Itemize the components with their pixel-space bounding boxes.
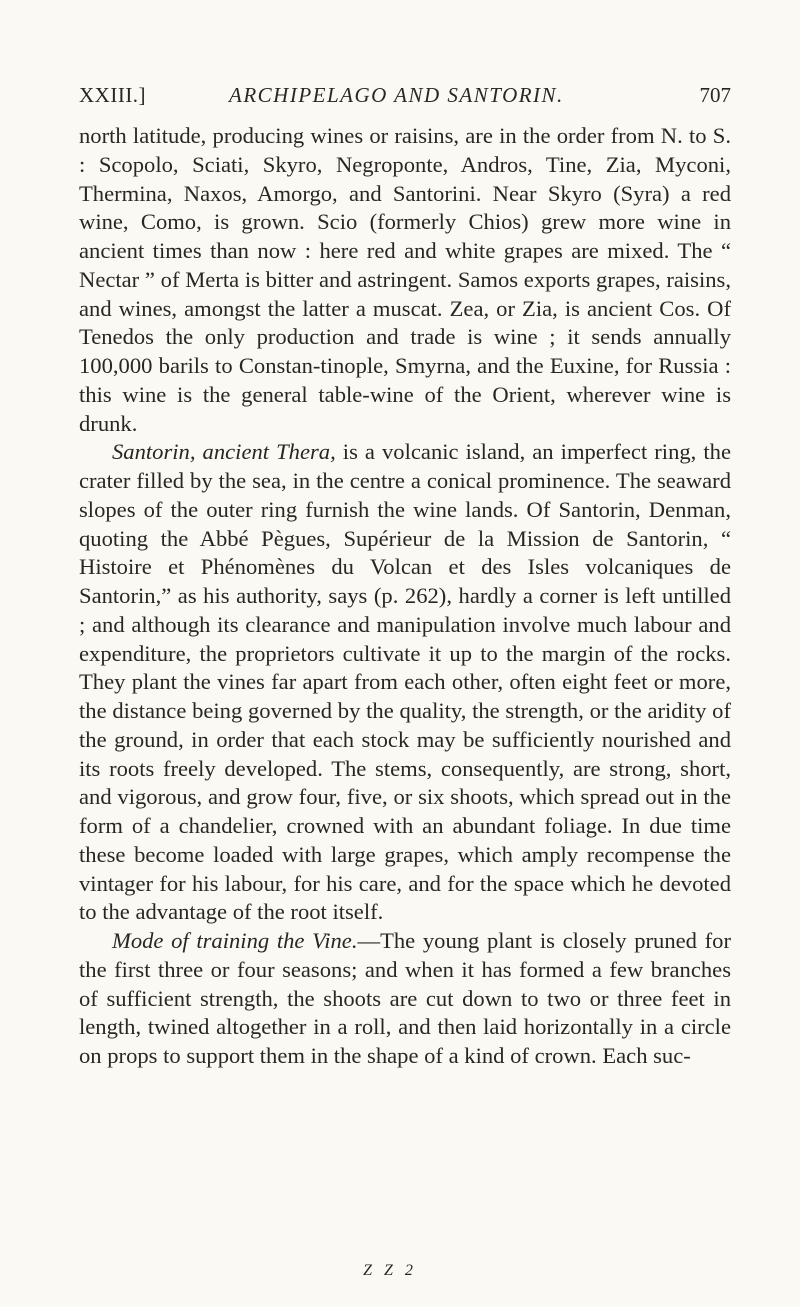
chapter-number: XXIII.]: [79, 83, 147, 107]
paragraph-text: north latitude, producing wines or raisins, are in the order from N. to S. : Scopolo, Sciati, Skyro, Negroponte, Andros, Tine, Zia, Myconi, Thermina, Naxos, Amorgo, and Santorini. Near Skyro (Syra) a red wine, Como, is grown. Scio (formerly Chios) grew more wine in ancient times than now : here red and white grapes are mixed. The “ Nectar ” of Merta is bitter and astringent. Samos exports grapes, raisins, and wines, amongst the latter a muscat. Zea, or Zia, is ancient Cos. Of Tenedos the only production and trade is wine ; it sends annually 100,000 barils to Constan-tinople, Smyrna, and the Euxine, for Russia : this wine is the general table-wine of the Orient, wherever wine is drunk.: [79, 123, 731, 436]
running-title: ARCHIPELAGO AND SANTORIN.: [229, 83, 564, 107]
paragraph-lead: Mode of training the Vine.: [112, 928, 358, 953]
paragraph-text: is a volcanic island, an imperfect ring, the crater filled by the sea, in the centre a conical prominence. The seaward slopes of the outer ring furnish the wine lands. Of Santorin, Denman, quoting the Abbé Pègues, Supérieur de la Mission de Santorin, “ Histoire et Phénomènes du Volcan et des Isles volcaniques de Santorin,” as his authority, says (p. 262), hardly a corner is left untilled ; and although its clearance and manipulation involve much labour and expenditure, the proprietors cultivate it up to the margin of the rocks. They plant the vines far apart from each other, often eight feet or more, the distance being governed by the quality, the strength, or the aridity of the ground, in order that each stock may be sufficiently nourished and its roots freely developed. The stems, consequently, are strong, short, and vigorous, and grow four, five, or six shoots, which spread out in the form of a chandelier, crowned with an abundant foliage. In due time these become loaded with large grapes, which amply recompense the vintager for his labour, for his care, and for the space which he devoted to the advantage of the root itself.: [79, 439, 731, 925]
body-text: [79, 122, 731, 1071]
page-number: 707: [699, 83, 731, 107]
paragraph-text: —The young plant is closely pruned for the first three or four seasons; and when it has formed a few branches of sufficient strength, the shoots are cut down to two or three feet in length, twined altogether in a roll, and then laid horizontally in a circle on props to support them in the shape of a kind of crown. Each suc-: [79, 928, 731, 1068]
paragraph-mode-of-training: [79, 927, 731, 1071]
paragraph-continuation: [79, 122, 731, 438]
signature-mark: Z Z 2: [363, 1262, 417, 1279]
paragraph-santorin: [79, 438, 731, 927]
running-header: [79, 80, 731, 110]
paragraph-lead: Santorin, ancient Thera,: [112, 439, 336, 465]
